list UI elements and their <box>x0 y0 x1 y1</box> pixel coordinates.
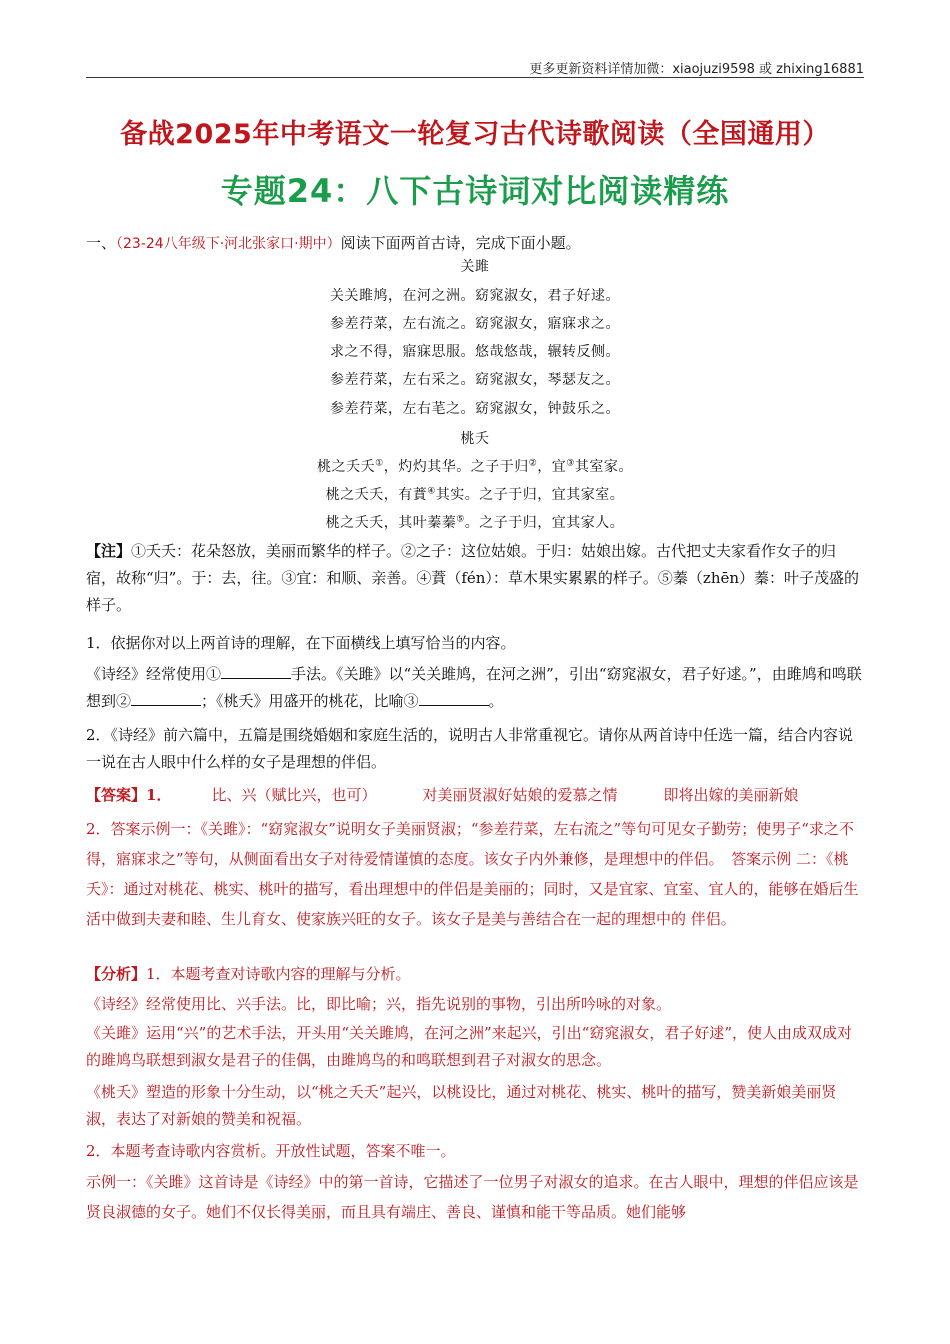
q1-text: 《诗经》经常使用① <box>86 665 222 683</box>
q1-text: 手法。《关雎》以“关关雎鸠，在河之洲”，引出“窈窕淑女，君子好逑。”，由雎鸠和鸣联想到② <box>86 665 862 710</box>
header-rule <box>86 77 864 78</box>
notes <box>86 538 866 619</box>
poem1-line: 求之不得，寤寐思服。悠哉悠哉，辗转反侧。 <box>330 344 620 360</box>
question-1-body <box>86 661 866 715</box>
poem2-title: 桃夭 <box>460 431 490 447</box>
answer-2: 2．答案示例一：《关雎》：“窈窕淑女”说明女子美丽贤淑；“参差荇菜，左右流之”等句可见女子勤劳；使男子“求之不得，寤寐求之”等句，从侧面看出女子对待爱情谨慎的态度。该女子内外兼修，是理想中的伴侣。 答案示例 二：《桃夭》：通过对桃花、桃实、桃叶的描写，看出理想中的伴侣是美丽的；同时，又是宜家、宜室、宜人的，能够在婚后生活中做到夫妻和睦、生儿育女、使家族兴旺的女子。该女子是美与善结合在一起的理想中的 伴侣。 <box>86 820 859 928</box>
answer-label: 【答案】 <box>86 786 147 804</box>
q1-text: 。 <box>488 692 504 710</box>
poem1-line: 参差荇菜，左右芼之。窈窕淑女，钟鼓乐之。 <box>330 401 620 417</box>
poem2-text: 其实。之子于归，宜其家室。 <box>435 487 625 503</box>
answer-item: 比、兴（赋比兴，也可） <box>211 786 377 804</box>
footnote-mark: ① <box>375 458 384 469</box>
poem2-text: 桃之夭夭 <box>317 459 376 475</box>
analysis-label: 【分析】 <box>86 965 147 983</box>
question-intro <box>86 232 581 253</box>
footnote-mark: ⑤ <box>456 514 465 525</box>
poem2-line <box>0 456 950 476</box>
question-number: 一、 <box>86 234 117 252</box>
poem1-line: 参差荇菜，左右采之。窈窕淑女，琴瑟友之。 <box>330 372 620 388</box>
poem2-text: 桃之夭夭，有蕡 <box>325 487 428 503</box>
poem2-line <box>0 484 950 504</box>
sub-title: 专题24：八下古诗词对比阅读精练 <box>220 172 730 210</box>
notes-label: 【注】 <box>86 542 132 560</box>
analysis-1 <box>86 961 866 988</box>
header-note: 更多更新资料详情加微：xiaojuzi9598 或 zhixing16881 <box>529 62 864 77</box>
main-title: 备战2025年中考语文一轮复习古代诗歌阅读（全国通用） <box>120 119 830 150</box>
analysis-text: 《桃夭》塑造的形象十分生动，以“桃之夭夭”起兴，以桃设比，通过对桃花、桃实、桃叶的描写，赞美新娘美丽贤淑，表达了对新娘的赞美和祝福。 <box>86 1083 837 1128</box>
analysis-text: 1．本题考查对诗歌内容的理解与分析。 <box>146 965 411 983</box>
analysis-text: 《关雎》运用“兴”的艺术手法，开头用“关关雎鸠，在河之洲”来起兴，引出“窈窕淑女，君子好逑”，使人由成双成对的雎鸠鸟联想到淑女是君子的佳偶，由雎鸠鸟的和鸣联想到君子对淑女的思念。 <box>86 1024 853 1069</box>
analysis-text: 《诗经》经常使用比、兴手法。比，即比喻；兴，指先说别的事物，引出所吟咏的对象。 <box>86 995 672 1013</box>
poem2-text: 其室家。 <box>574 459 633 475</box>
analysis-text: 2．本题考查诗歌内容赏析。开放性试题，答案不唯一。 <box>86 1142 456 1160</box>
question-1-stem: 1．依据你对以上两首诗的理解，在下面横线上填写恰当的内容。 <box>86 634 516 652</box>
question-2-stem: 2．《诗经》前六篇中，五篇是围绕婚姻和家庭生活的，说明古人非常重视它。请你从两首诗中任选一篇，结合内容说一说在古人眼中什么样的女子是理想的伴侣。 <box>86 726 854 771</box>
poem2-text: 。之子于归，宜其家人。 <box>464 515 625 531</box>
analysis-text: 示例一：《关雎》这首诗是《诗经》中的第一首诗，它描述了一位男子对淑女的追求。在古人眼中，理想的伴侣应该是贤良淑德的女子。她们不仅长得美丽，而且具有端庄、善良、谨慎和能干等品质。她们能够 <box>86 1173 859 1221</box>
q1-text: ；《桃夭》用盛开的桃花，比喻③ <box>201 692 419 710</box>
answer-number: 1． <box>146 786 172 804</box>
poem1-line: 参差荇菜，左右流之。窈窕淑女，寤寐求之。 <box>330 316 620 332</box>
footnote-mark: ④ <box>427 486 436 497</box>
footnote-mark: ② <box>528 458 538 469</box>
poem2-line <box>0 512 950 532</box>
answer-item: 即将出嫁的美丽新娘 <box>663 786 799 804</box>
poem2-text: 桃之夭夭，其叶蓁蓁 <box>325 515 457 531</box>
answer-item: 对美丽贤淑好姑娘的爱慕之情 <box>422 786 618 804</box>
notes-text: ①夭夭：花朵怒放，美丽而繁华的样子。②之子：这位姑娘。于归：姑娘出嫁。古代把丈夫家看作女子的归宿，故称“归”。于：去，往。③宜：和顺、亲善。④蕡（fén）：草木果实累累的样子。⑤蓁（zhēn）蓁：叶子茂盛的样子。 <box>86 542 860 614</box>
question-instruction: 阅读下面两首古诗，完成下面小题。 <box>340 234 581 252</box>
question-source: （23-24八年级下·河北张家口·期中） <box>116 236 341 252</box>
footnote-mark: ③ <box>566 458 575 469</box>
answer-1 <box>86 782 866 809</box>
poem1-title: 关雎 <box>460 259 490 275</box>
poem2-text: ，灼灼其华。之子于归 <box>383 459 529 475</box>
answer-blank-3[interactable] <box>419 691 489 706</box>
answer-blank-2[interactable] <box>131 691 201 706</box>
poem2-text: ，宜 <box>537 459 567 475</box>
poem1-line: 关关雎鸠，在河之洲。窈窕淑女，君子好逑。 <box>330 288 620 304</box>
answer-blank-1[interactable] <box>221 664 291 679</box>
